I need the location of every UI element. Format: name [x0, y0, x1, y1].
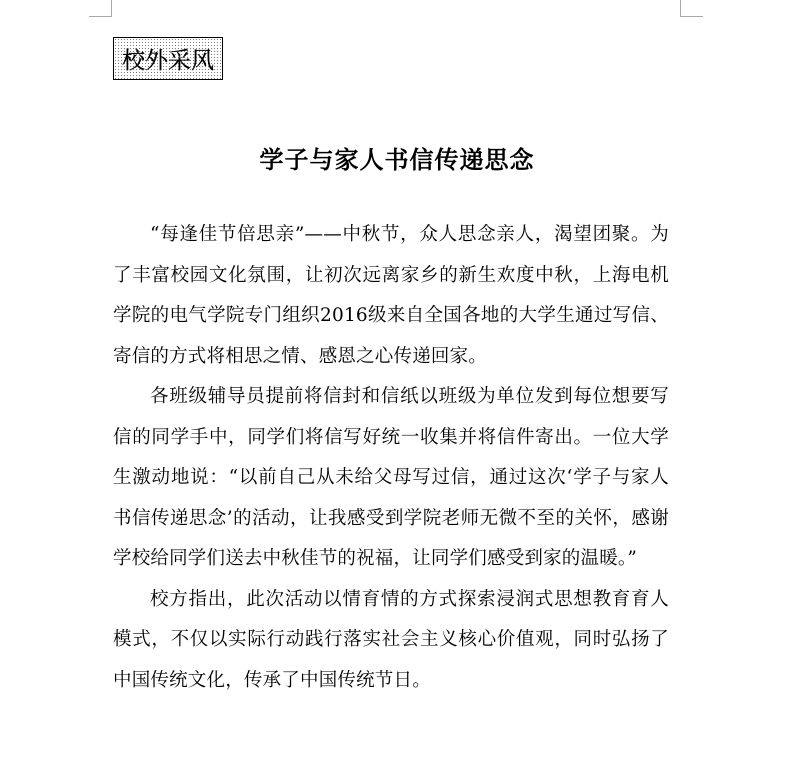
crop-mark-top-right-horizontal [680, 16, 703, 17]
crop-mark-top-left-horizontal [89, 16, 112, 17]
article-body [113, 215, 669, 701]
paragraph-2: 各班级辅导员提前将信封和信纸以班级为单位发到每位想要写信的同学手中，同学们将信写好统一收集并将信件寄出。一位大学生激动地说：“以前自己从未给父母写过信，通过这次‘学子与家人书信传递思念’的活动，让我感受到学院老师无微不至的关怀，感谢学校给同学们送去中秋佳节的祝福，让同学们感受到家的温暖。” [113, 386, 669, 569]
column-label: 校外采风 [113, 37, 223, 80]
crop-mark-top-left-vertical [111, 0, 112, 16]
article-title: 学子与家人书信传递思念 [259, 146, 535, 174]
paragraph-3: 校方指出，此次活动以情育情的方式探索浸润式思想教育育人模式，不仅以实际行动践行落实社会主义核心价值观，同时弘扬了中国传统文化，传承了中国传统节日。 [113, 588, 669, 691]
paragraph-1: “每逢佳节倍思亲”——中秋节，众人思念亲人，渴望团聚。为了丰富校园文化氛围，让初次远离家乡的新生欢度中秋，上海电机学院的电气学院专门组织2016级来自全国各地的大学生通过写信、寄信的方式将相思之情、感恩之心传递回家。 [113, 224, 669, 367]
crop-mark-top-right-vertical [680, 0, 681, 16]
